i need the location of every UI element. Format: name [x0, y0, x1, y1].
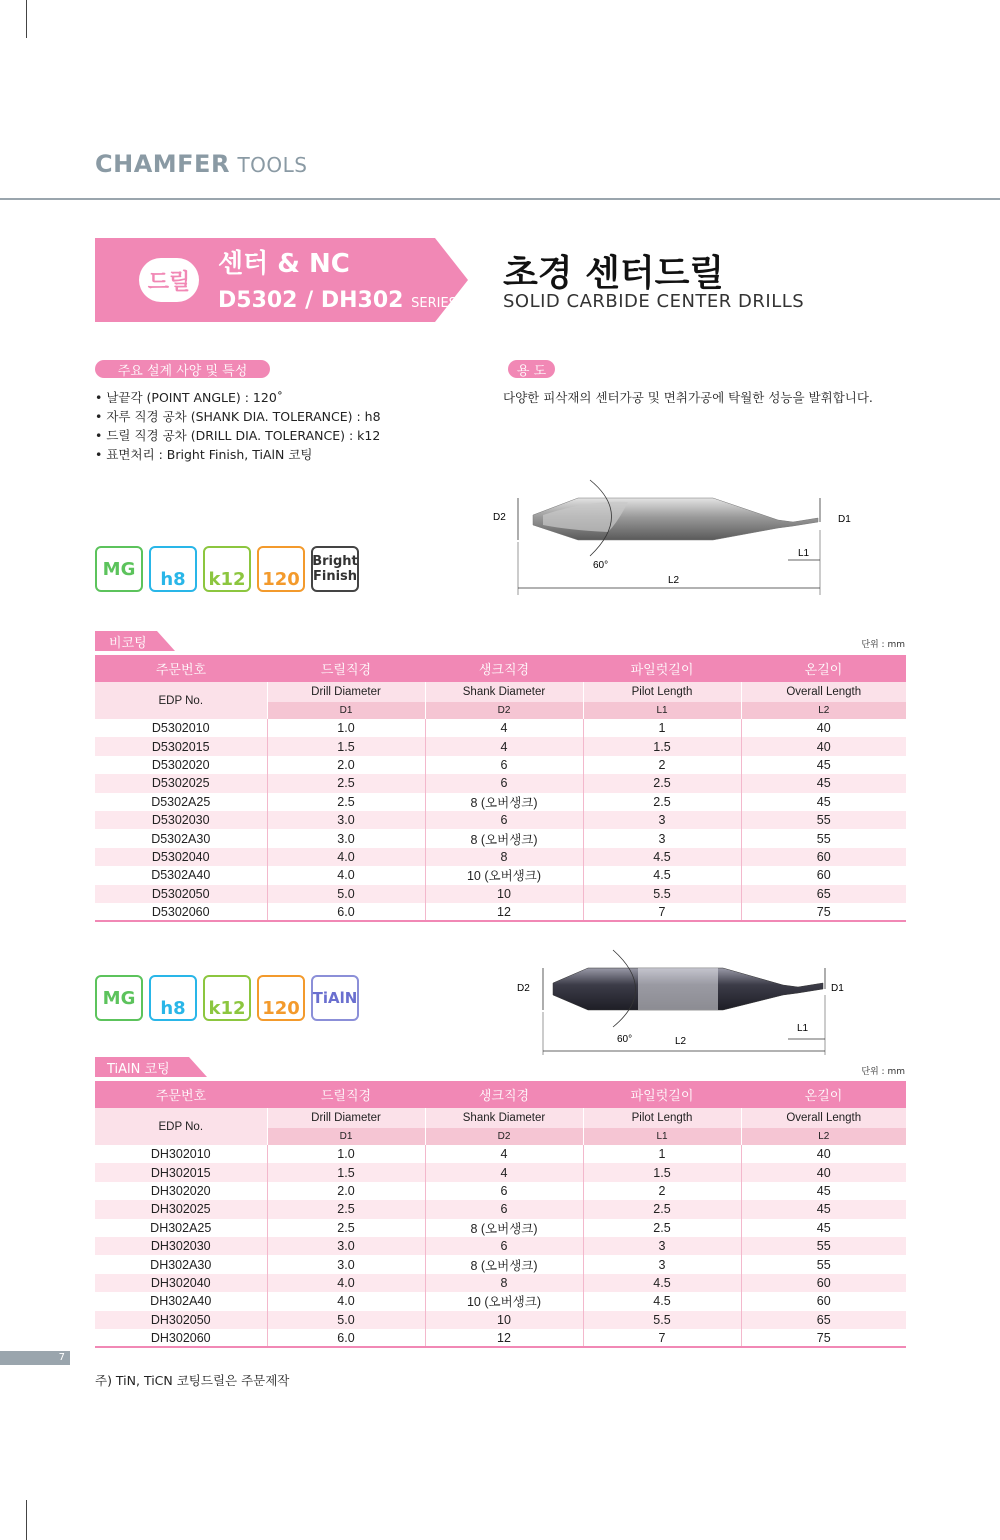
table-cell: 4.0	[267, 866, 425, 884]
usage-heading: 용 도	[508, 360, 555, 378]
diagram2-label-d2: D2	[517, 983, 530, 994]
col-header: 드릴직경	[267, 1081, 425, 1108]
table-row	[95, 885, 906, 903]
page-title: 초경 센터드릴	[503, 253, 725, 294]
table-cell: 60	[741, 866, 906, 884]
table-cell: 2.5	[583, 1219, 741, 1237]
table-cell: 1.0	[267, 1145, 425, 1163]
table-row	[95, 848, 906, 866]
point-angle-icon	[257, 975, 305, 1021]
table-cell: 1.0	[267, 719, 425, 737]
page-subtitle: SOLID CARBIDE CENTER DRILLS	[503, 291, 805, 312]
table-cell: 12	[425, 903, 583, 921]
table-cell: 45	[741, 1219, 906, 1237]
diagram-label-d2: D2	[493, 512, 506, 523]
table-cell: 6	[425, 774, 583, 792]
table-cell: D5302015	[95, 737, 267, 755]
table-cell: 55	[741, 829, 906, 847]
table-row	[95, 756, 906, 774]
mg-icon	[95, 546, 143, 592]
diagram2-label-l2: L2	[675, 1036, 687, 1047]
table-cell: 10	[425, 1311, 583, 1329]
table-cell: 60	[741, 1292, 906, 1310]
table-cell: 6	[425, 811, 583, 829]
uncoated-spec-table	[95, 655, 906, 922]
table-cell: 4.5	[583, 866, 741, 884]
table-cell: 6	[425, 1237, 583, 1255]
col-symbol: L2	[741, 702, 906, 719]
finish-icon-label: Finish	[312, 569, 358, 584]
table-cell: 5.5	[583, 1311, 741, 1329]
table-cell: 2.5	[267, 774, 425, 792]
col-header: 주문번호	[95, 1081, 267, 1108]
edp-header: EDP No.	[95, 682, 267, 719]
col-header-en: Overall Length	[741, 682, 906, 702]
usage-text: 다양한 피삭재의 센터가공 및 면취가공에 탁월한 성능을 발휘합니다.	[503, 390, 873, 405]
table-cell: 60	[741, 848, 906, 866]
table-cell: 5.5	[583, 885, 741, 903]
table-cell: DH302010	[150, 1147, 211, 1162]
table-cell: D5302A25	[151, 794, 211, 809]
table-row	[95, 1163, 906, 1181]
table-cell: 3.0	[267, 829, 425, 847]
table-cell: D5302010	[151, 721, 210, 736]
diagram-label-d1: D1	[838, 514, 851, 525]
table-cell: D5302A30	[151, 831, 211, 846]
tab-uncoated: 비코팅	[109, 636, 147, 651]
table-cell: DH302030	[95, 1237, 267, 1255]
table-cell: 4.0	[267, 848, 425, 866]
table-row	[95, 1145, 906, 1163]
header-divider	[0, 198, 1000, 200]
table-cell: 5.0	[267, 1311, 425, 1329]
table-cell: 3	[583, 811, 741, 829]
table-cell: 55	[741, 811, 906, 829]
table-cell: 2.0	[267, 1182, 425, 1200]
table-row	[95, 866, 906, 884]
col-header: 파일럿길이	[583, 655, 741, 682]
table-cell: 1.5	[267, 737, 425, 755]
table-cell: D5302A40	[151, 868, 211, 883]
table-cell: 2.0	[267, 756, 425, 774]
table-cell: 10	[425, 885, 583, 903]
table-cell: DH302015	[95, 1163, 267, 1181]
table-row	[95, 1200, 906, 1218]
diagram2-label-angle: 60°	[617, 1034, 633, 1045]
col-header-en: Overall Length	[741, 1108, 906, 1128]
table-cell: 3.0	[267, 1237, 425, 1255]
table-cell: 2	[583, 756, 741, 774]
table-cell: 2.5	[267, 793, 425, 811]
feature-item: • 날끝각 (POINT ANGLE) : 120˚	[95, 390, 284, 405]
table-cell: 2.5	[583, 793, 741, 811]
table-cell: DH302025	[95, 1200, 267, 1218]
table-row	[95, 1255, 906, 1273]
table-cell: 4.5	[583, 848, 741, 866]
col-header: 드릴직경	[267, 655, 425, 682]
col-header: 생크직경	[425, 655, 583, 682]
table-cell: 1.5	[583, 1163, 741, 1181]
table-cell: 1	[583, 1145, 741, 1163]
table-cell: 6.0	[267, 1329, 425, 1347]
col-header: 주문번호	[95, 655, 267, 682]
banner-series-label: SERIES	[411, 296, 457, 311]
table-row	[95, 774, 906, 792]
table-cell: 2	[583, 1182, 741, 1200]
edp-header: EDP No.	[95, 1108, 267, 1145]
table-row	[95, 1311, 906, 1329]
col-symbol: L2	[741, 1128, 906, 1145]
table-cell: 3	[583, 1237, 741, 1255]
drill-diagram-uncoated	[488, 470, 858, 600]
table-cell: 8 (오버생크)	[425, 1255, 583, 1273]
mg-icon	[95, 975, 143, 1021]
table-cell: 45	[741, 1182, 906, 1200]
table-cell: 4	[425, 737, 583, 755]
table-row	[95, 1329, 906, 1347]
table-cell: DH302A40	[150, 1294, 212, 1309]
table-cell: 4.5	[583, 1292, 741, 1310]
table-cell: 45	[741, 774, 906, 792]
mg-icon-label: MG	[102, 558, 136, 580]
table-cell: DH302040	[95, 1274, 267, 1292]
table-cell: DH302A30	[150, 1257, 212, 1272]
k12-tolerance-icon	[203, 975, 251, 1021]
crop-mark-bottom	[26, 1500, 27, 1540]
table-cell: 55	[741, 1255, 906, 1273]
col-header: 파일럿길이	[583, 1081, 741, 1108]
unit-label: 단위 : mm	[861, 640, 905, 650]
table-cell: 10 (오버생크)	[425, 866, 583, 884]
col-symbol: L1	[583, 1128, 741, 1145]
table-cell: 4.5	[583, 1274, 741, 1292]
col-symbol: D1	[267, 1128, 425, 1145]
page-number: 7	[0, 1351, 70, 1365]
banner-series-code: D5302 / DH302	[218, 288, 404, 313]
col-header: 온길이	[741, 655, 906, 682]
table-cell: 6	[425, 1182, 583, 1200]
col-header-en: Drill Diameter	[267, 1108, 425, 1128]
angle-icon-label: 120	[262, 998, 300, 1019]
table-row	[95, 737, 906, 755]
table-cell: 4	[425, 1145, 583, 1163]
table-cell: 40	[741, 1163, 906, 1181]
col-symbol: D1	[267, 702, 425, 719]
header-brand-light: TOOLS	[237, 153, 308, 177]
table-cell: 3	[583, 1255, 741, 1273]
table-cell: D5302030	[95, 811, 267, 829]
diagram-label-l1: L1	[798, 548, 810, 559]
table-cell: 60	[741, 1274, 906, 1292]
table-cell: 4	[425, 1163, 583, 1181]
table-cell: 1.5	[583, 737, 741, 755]
col-header: 생크직경	[425, 1081, 583, 1108]
table-cell: 8	[425, 1274, 583, 1292]
diagram2-label-d1: D1	[831, 983, 844, 994]
col-symbol: D2	[425, 1128, 583, 1145]
feature-item: • 드릴 직경 공차 (DRILL DIA. TOLERANCE) : k12	[95, 428, 381, 443]
col-header-en: Pilot Length	[583, 682, 741, 702]
bright-icon-label: Bright	[312, 554, 358, 569]
table-cell: 8	[425, 848, 583, 866]
table-cell: D5302060	[95, 903, 267, 921]
table-row	[95, 829, 906, 847]
table-cell: 6.0	[267, 903, 425, 921]
table-cell: 75	[741, 1329, 906, 1347]
table-cell: 45	[741, 793, 906, 811]
table-cell: 8 (오버생크)	[425, 1219, 583, 1237]
table-cell: D5302040	[95, 848, 267, 866]
table-cell: DH302060	[95, 1329, 267, 1347]
table-cell: D5302050	[95, 885, 267, 903]
mg-icon-label: MG	[102, 987, 136, 1009]
h8-icon-label: h8	[160, 569, 186, 590]
table-cell: 1	[583, 719, 741, 737]
k12-icon-label: k12	[208, 998, 246, 1019]
table-cell: 6	[425, 1200, 583, 1218]
table-cell: 3	[583, 829, 741, 847]
table-cell: 2.5	[583, 774, 741, 792]
table-cell: 5.0	[267, 885, 425, 903]
table-cell: D5302020	[151, 757, 210, 772]
table-row	[95, 811, 906, 829]
table-cell: 3.0	[267, 811, 425, 829]
diagram-label-angle: 60°	[593, 560, 609, 571]
table-cell: DH302020	[150, 1183, 211, 1198]
table-cell: 4	[425, 719, 583, 737]
header-brand-bold: CHAMFER	[95, 150, 230, 178]
unit-label: 단위 : mm	[861, 1067, 905, 1077]
section-header	[95, 150, 307, 178]
table-row	[95, 903, 906, 921]
col-symbol: D2	[425, 702, 583, 719]
diagram2-label-l1: L1	[797, 1023, 809, 1034]
table-row	[95, 1182, 906, 1200]
table-row	[95, 793, 906, 811]
point-angle-icon	[257, 546, 305, 592]
table-row	[95, 1292, 906, 1310]
table-cell: 2.5	[583, 1200, 741, 1218]
h8-tolerance-icon	[149, 546, 197, 592]
tialn-icon-label: TiAlN	[312, 989, 358, 1007]
angle-icon-label: 120	[262, 569, 300, 590]
bright-finish-icon	[311, 546, 359, 592]
banner-line1: 센터 & NC	[218, 249, 350, 279]
table-cell: 40	[741, 719, 906, 737]
col-header: 온길이	[741, 1081, 906, 1108]
col-header-en: Pilot Length	[583, 1108, 741, 1128]
table-cell: 2.5	[267, 1200, 425, 1218]
h8-icon-label: h8	[160, 998, 186, 1019]
table-cell: 1.5	[267, 1163, 425, 1181]
table-cell: 65	[741, 1311, 906, 1329]
table-cell: 8 (오버생크)	[425, 793, 583, 811]
table-cell: 4.0	[267, 1274, 425, 1292]
table-cell: 65	[741, 885, 906, 903]
table-cell: 6	[425, 756, 583, 774]
table-cell: DH302A25	[150, 1220, 212, 1235]
table-cell: 55	[741, 1237, 906, 1255]
table-cell: 40	[741, 1145, 906, 1163]
table-row	[95, 1219, 906, 1237]
table-cell: 10 (오버생크)	[425, 1292, 583, 1310]
tab-coated: TiAlN 코팅	[107, 1062, 170, 1077]
table-cell: 8 (오버생크)	[425, 829, 583, 847]
feature-item: • 표면처리 : Bright Finish, TiAlN 코팅	[95, 447, 313, 462]
table-cell: 7	[583, 903, 741, 921]
table-cell: 4.0	[267, 1292, 425, 1310]
table-cell: 45	[741, 756, 906, 774]
table-cell: 2.5	[267, 1219, 425, 1237]
col-symbol: L1	[583, 702, 741, 719]
crop-mark-top	[26, 0, 27, 38]
h8-tolerance-icon	[149, 975, 197, 1021]
k12-icon-label: k12	[208, 569, 246, 590]
table-row	[95, 719, 906, 737]
table-cell: 12	[425, 1329, 583, 1347]
table-cell: 45	[741, 1200, 906, 1218]
k12-tolerance-icon	[203, 546, 251, 592]
table-cell: 3.0	[267, 1255, 425, 1273]
table-row	[95, 1237, 906, 1255]
features-heading: 주요 설계 사양 및 특성	[95, 360, 270, 378]
table-cell: DH302050	[95, 1311, 267, 1329]
tialn-coating-icon	[311, 975, 359, 1021]
coated-spec-table	[95, 1081, 906, 1348]
table-cell: 7	[583, 1329, 741, 1347]
table-row	[95, 1274, 906, 1292]
banner-badge: 드릴	[139, 258, 199, 302]
table-cell: D5302025	[95, 774, 267, 792]
table-cell: 75	[741, 903, 906, 921]
col-header-en: Drill Diameter	[267, 682, 425, 702]
diagram-label-l2: L2	[668, 575, 680, 586]
col-header-en: Shank Diameter	[425, 1108, 583, 1128]
table-cell: 40	[741, 737, 906, 755]
drill-diagram-coated	[513, 945, 858, 1055]
col-header-en: Shank Diameter	[425, 682, 583, 702]
feature-item: • 자루 직경 공차 (SHANK DIA. TOLERANCE) : h8	[95, 409, 381, 424]
banner-line2	[218, 288, 457, 313]
footnote: 주) TiN, TiCN 코팅드릴은 주문제작	[95, 1373, 290, 1388]
